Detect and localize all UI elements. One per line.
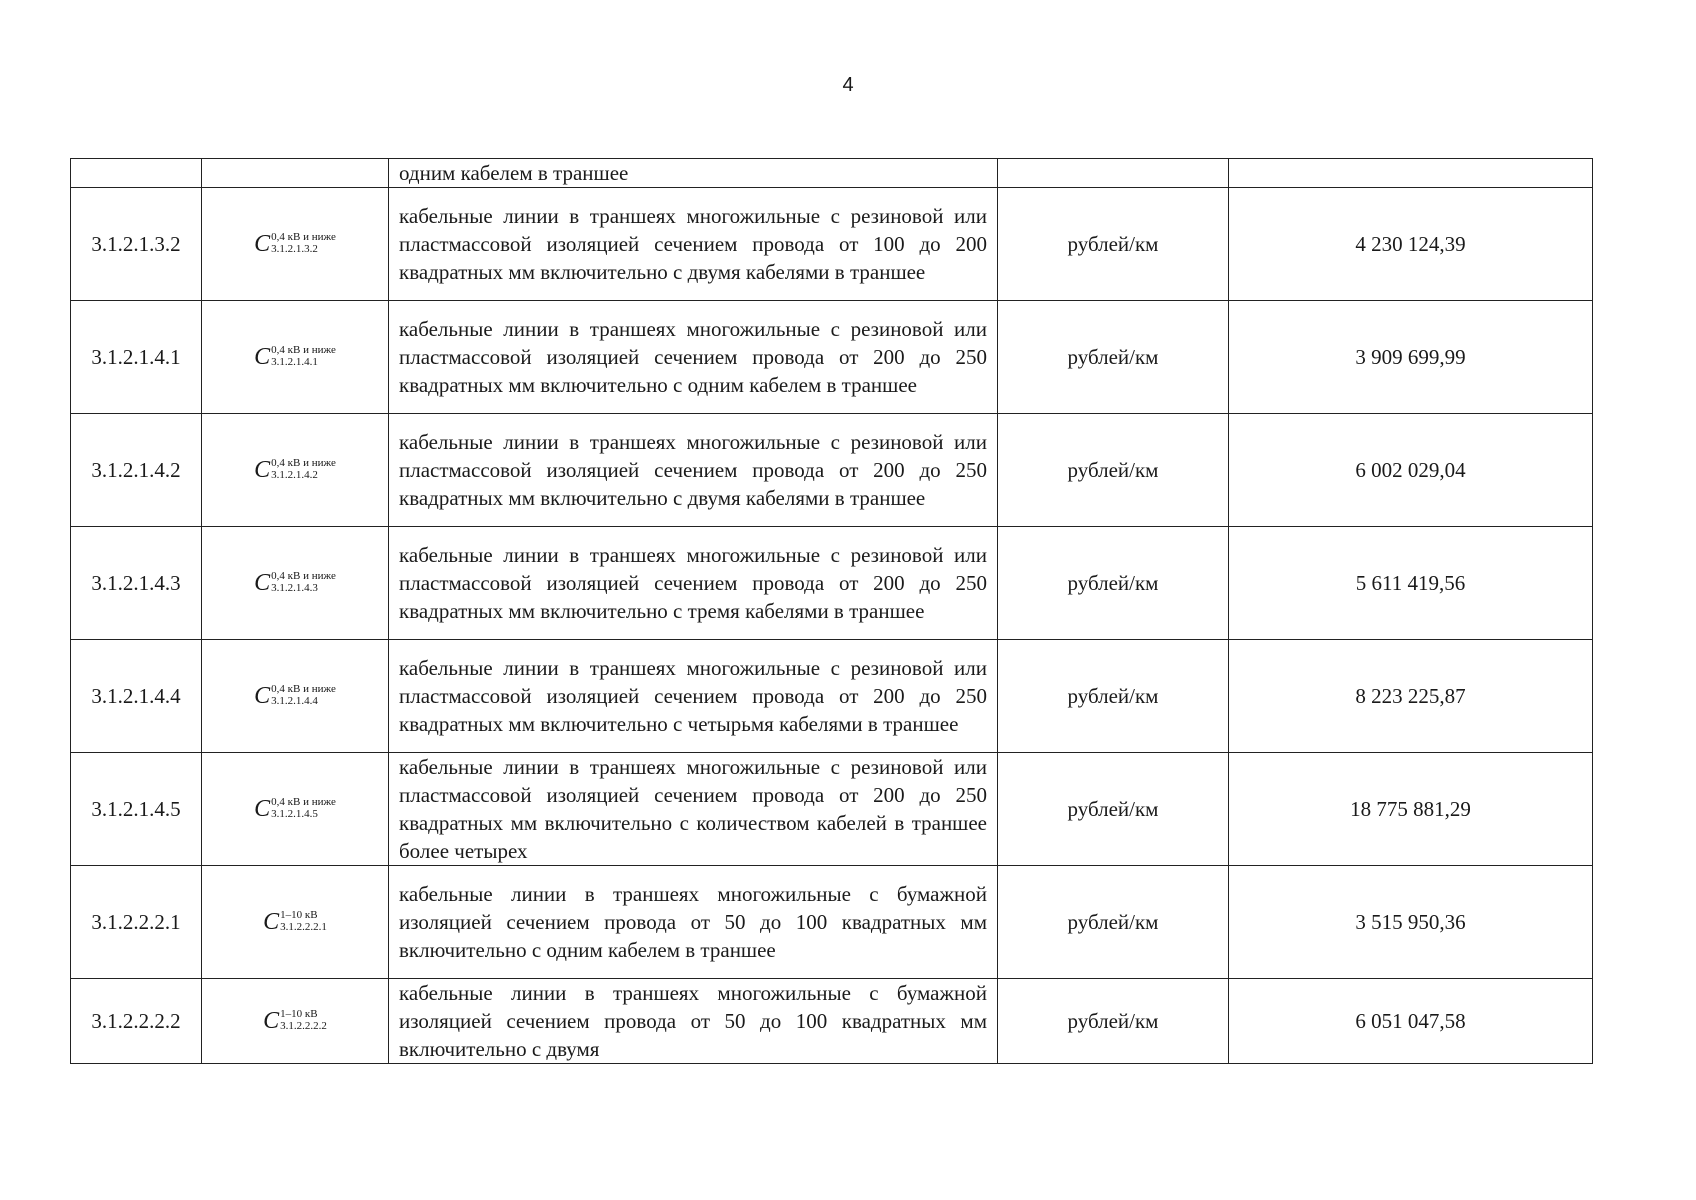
symbol-superscript: 0,4 кВ и ниже xyxy=(271,344,336,357)
description-text: кабельные линии в траншеях многожильные с бумажной изоляцией сечением провода от 50 до 100 квадратных мм включительно с двумя xyxy=(399,981,987,1061)
description-cell xyxy=(389,866,998,979)
tariff-table xyxy=(70,158,1593,1064)
symbol-base: C xyxy=(254,231,271,257)
value-cell: 6 051 047,58 xyxy=(1229,979,1593,1064)
symbol-subscript: 3.1.2.1.4.5 xyxy=(271,808,318,821)
value-cell xyxy=(1229,159,1593,188)
symbol-superscript: 1–10 кВ xyxy=(280,1008,318,1021)
table-row xyxy=(71,527,1593,640)
symbol-base: C xyxy=(263,909,280,935)
symbol-superscript: 0,4 кВ и ниже xyxy=(271,457,336,470)
unit-cell: рублей/км xyxy=(998,188,1229,301)
symbol-cell xyxy=(202,527,389,640)
symbol-cell xyxy=(202,866,389,979)
symbol-base: C xyxy=(254,344,271,370)
description-text: кабельные линии в траншеях многожильные с резиновой или пластмассовой изоляцией сечением провода от 200 до 250 квадратных мм включительно с двумя кабелями в траншее xyxy=(399,430,987,510)
description-cell xyxy=(389,527,998,640)
unit-cell: рублей/км xyxy=(998,527,1229,640)
tariff-symbol xyxy=(263,1009,327,1034)
symbol-subscript: 3.1.2.2.2.2 xyxy=(280,1020,327,1033)
value-cell: 5 611 419,56 xyxy=(1229,527,1593,640)
unit-cell: рублей/км xyxy=(998,866,1229,979)
symbol-subscript: 3.1.2.1.4.3 xyxy=(271,582,318,595)
code-cell: 3.1.2.1.4.4 xyxy=(71,640,202,753)
tariff-symbol xyxy=(254,684,336,709)
table-row xyxy=(71,866,1593,979)
symbol-cell xyxy=(202,159,389,188)
table-row xyxy=(71,753,1593,866)
code-cell xyxy=(71,159,202,188)
code-cell: 3.1.2.2.2.2 xyxy=(71,979,202,1064)
unit-cell: рублей/км xyxy=(998,414,1229,527)
description-text: кабельные линии в траншеях многожильные с бумажной изоляцией сечением провода от 50 до 100 квадратных мм включительно с одним кабелем в траншее xyxy=(399,882,987,962)
code-cell: 3.1.2.1.4.2 xyxy=(71,414,202,527)
symbol-superscript: 1–10 кВ xyxy=(280,909,318,922)
description-cell xyxy=(389,979,998,1064)
symbol-cell xyxy=(202,640,389,753)
value-cell: 3 909 699,99 xyxy=(1229,301,1593,414)
tariff-symbol xyxy=(254,797,336,822)
value-cell: 6 002 029,04 xyxy=(1229,414,1593,527)
table-row xyxy=(71,159,1593,188)
unit-cell: рублей/км xyxy=(998,640,1229,753)
symbol-base: C xyxy=(254,796,271,822)
symbol-subscript: 3.1.2.1.4.1 xyxy=(271,356,318,369)
symbol-subscript: 3.1.2.2.2.1 xyxy=(280,921,327,934)
page-number: 4 xyxy=(842,74,854,96)
description-text: кабельные линии в траншеях многожильные с резиновой или пластмассовой изоляцией сечением провода от 100 до 200 квадратных мм включительно с двумя кабелями в траншее xyxy=(399,204,987,284)
symbol-cell xyxy=(202,301,389,414)
description-cell xyxy=(389,753,998,866)
table-row xyxy=(71,979,1593,1064)
table-row xyxy=(71,188,1593,301)
description-text: одним кабелем в траншее xyxy=(399,161,629,185)
code-cell: 3.1.2.1.4.5 xyxy=(71,753,202,866)
description-cell xyxy=(389,188,998,301)
code-cell: 3.1.2.1.3.2 xyxy=(71,188,202,301)
value-cell: 4 230 124,39 xyxy=(1229,188,1593,301)
symbol-subscript: 3.1.2.1.3.2 xyxy=(271,243,318,256)
unit-cell: рублей/км xyxy=(998,753,1229,866)
symbol-base: C xyxy=(254,457,271,483)
value-cell: 3 515 950,36 xyxy=(1229,866,1593,979)
description-text: кабельные линии в траншеях многожильные с резиновой или пластмассовой изоляцией сечением провода от 200 до 250 квадратных мм включительно с одним кабелем в траншее xyxy=(399,317,987,397)
symbol-cell xyxy=(202,979,389,1064)
unit-cell: рублей/км xyxy=(998,301,1229,414)
symbol-cell xyxy=(202,753,389,866)
table-row xyxy=(71,640,1593,753)
tariff-symbol xyxy=(254,571,336,596)
symbol-cell xyxy=(202,414,389,527)
symbol-base: C xyxy=(254,683,271,709)
symbol-superscript: 0,4 кВ и ниже xyxy=(271,570,336,583)
description-cell xyxy=(389,159,998,188)
description-text: кабельные линии в траншеях многожильные с резиновой или пластмассовой изоляцией сечением провода от 200 до 250 квадратных мм включительно с количеством кабелей в траншее более четырех xyxy=(399,755,987,863)
code-cell: 3.1.2.1.4.1 xyxy=(71,301,202,414)
table-row xyxy=(71,414,1593,527)
value-cell: 8 223 225,87 xyxy=(1229,640,1593,753)
description-cell xyxy=(389,640,998,753)
tariff-symbol xyxy=(254,232,336,257)
description-text: кабельные линии в траншеях многожильные с резиновой или пластмассовой изоляцией сечением провода от 200 до 250 квадратных мм включительно с тремя кабелями в траншее xyxy=(399,543,987,623)
table-row xyxy=(71,301,1593,414)
description-cell xyxy=(389,301,998,414)
symbol-superscript: 0,4 кВ и ниже xyxy=(271,683,336,696)
description-cell xyxy=(389,414,998,527)
tariff-symbol xyxy=(254,345,336,370)
symbol-base: C xyxy=(263,1008,280,1034)
unit-cell xyxy=(998,159,1229,188)
symbol-cell xyxy=(202,188,389,301)
code-cell: 3.1.2.2.2.1 xyxy=(71,866,202,979)
symbol-base: C xyxy=(254,570,271,596)
symbol-subscript: 3.1.2.1.4.4 xyxy=(271,695,318,708)
code-cell: 3.1.2.1.4.3 xyxy=(71,527,202,640)
value-cell: 18 775 881,29 xyxy=(1229,753,1593,866)
unit-cell: рублей/км xyxy=(998,979,1229,1064)
tariff-symbol xyxy=(254,458,336,483)
symbol-superscript: 0,4 кВ и ниже xyxy=(271,796,336,809)
description-text: кабельные линии в траншеях многожильные с резиновой или пластмассовой изоляцией сечением провода от 200 до 250 квадратных мм включительно с четырьмя кабелями в траншее xyxy=(399,656,987,736)
symbol-superscript: 0,4 кВ и ниже xyxy=(271,231,336,244)
symbol-subscript: 3.1.2.1.4.2 xyxy=(271,469,318,482)
tariff-symbol xyxy=(263,910,327,935)
